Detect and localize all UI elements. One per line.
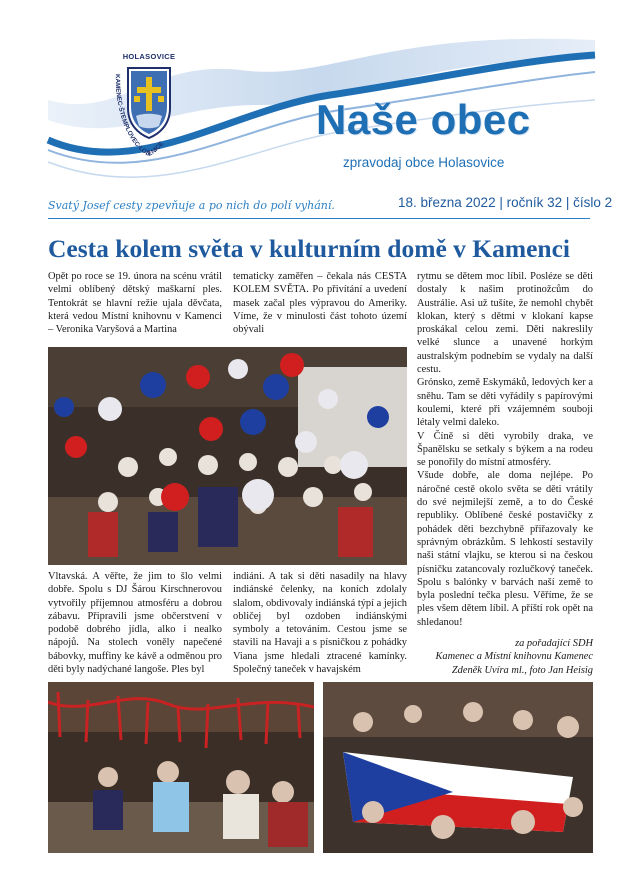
article-credit — [420, 637, 593, 677]
motto: Svatý Josef cesty zpevňuje a po nich do polí vyhání. — [48, 199, 335, 212]
article-col1-bottom — [48, 570, 222, 676]
article-headline: Cesta kolem světa v kulturním domě v Kamenci — [48, 234, 571, 263]
article-paragraph: Vltavská. A věřte, že jim to šlo velmi dobře. Spolu s DJ Šárou Kirschnerovou vytvořily příjemnou atmosféru a dobrou zábavu. Připravili jsme občerstvení v podobě dobrého jídla, alko i nealko nápojů. Na stolech voněly napečené bábovky, muffiny ke kávě a odměnou pro děti byly nadýchané langoše. Ples byl — [48, 571, 222, 676]
article-paragraph: Opět po roce se 19. února na scénu vrátil velmi oblíbený dětský maškarní ples. Tentokrát se hlavní režie ujala děvčata, která vedou Místní knihovnu v Kamenci – Veronika Varyšová a Martina — [48, 271, 222, 336]
logo-arc-text: KAMENEC·ŠTEMPLOVEC·LODĚNICE — [113, 74, 166, 158]
newsletter-title: Naše obec — [316, 96, 531, 143]
newsletter-subtitle: zpravodaj obce Holasovice — [343, 155, 505, 170]
logo-top-text: HOLASOVICE — [122, 52, 176, 61]
village-logo — [104, 50, 194, 165]
article-col2-bottom — [233, 570, 407, 676]
credit-line: za pořadající SDH — [515, 638, 593, 649]
article-paragraph: tematicky zaměřen – čekala nás CESTA KOLEM SVĚTA. Po přivítání a uvedení masek začal ples výpravou do Ameriky. Víme, že v minulosti část tohoto území obývali — [233, 271, 407, 336]
article-col1-top — [48, 270, 222, 336]
credit-line: Zdeněk Uvíra ml., foto Jan Heisig — [451, 664, 593, 676]
header-rule — [48, 218, 590, 219]
coat-of-arms-icon — [104, 50, 194, 165]
article-paragraph: indiáni. A tak si děti nasadily na hlavy indiánské čelenky, na koních zdolaly slalom, obdivovaly indiánská týpí a jejich obličej byl ozdoben indiánskými symboly a tetováním. Cestou jsme se stavili na Havaji a s písničkou z pohádky Viana jsme hledali ztracené kamínky. Společný taneček v havajském — [233, 571, 407, 676]
photo-dancing-children — [48, 682, 314, 853]
issue-info: 18. března 2022 | ročník 32 | číslo 2 — [398, 195, 613, 210]
article-paragraph: Všude dobře, ale doma nejlépe. Po náročné cestě okolo světa se děti vrátily do své nejmilejší země, a to do České republiky. Oblíbené české postavičky z pohádek děti bezchybně přiřazovaly ke správným obrázkům. S lehkostí sestavily naši státní vlajku, se kterou si na českou písničku zatancovaly rozlučkový taneček. Spolu s balónky v barvách naší země to byla poslední tečka plesu. Věříme, že se ples všem dětem líbil. A příští rok opět na shledanou! — [417, 470, 593, 628]
photo-children-balloons — [48, 347, 407, 565]
photo-czech-flag — [323, 682, 593, 853]
article-col2-top — [233, 270, 407, 336]
masthead — [0, 0, 635, 212]
article-col3 — [417, 270, 593, 629]
article-paragraph: Grónsko, země Eskymáků, ledových ker a sněhu. Tam se děti vyřádily s papírovými koulemi, které při vzájemném souboji létaly velmi daleko. — [417, 377, 593, 429]
article-paragraph: V Číně si děti vyrobily draka, ve Španělsku se setkaly s býkem a na rodeu se ponořily do místní atmosféry. — [417, 430, 593, 469]
article-paragraph: rytmu se dětem moc líbil. Posléze se děti dostaly k našim protinožcům do Austrálie. Asi už tušíte, že nemohl chybět klokan, který s dětmi v klokaní kapse proskákal celou zemi. Děti nakreslily velké slunce a unavené horkým australským podnebím se vydaly na další cestu. — [417, 271, 593, 376]
credit-line: Kamenec a Místní knihovnu Kamenec — [435, 651, 593, 663]
